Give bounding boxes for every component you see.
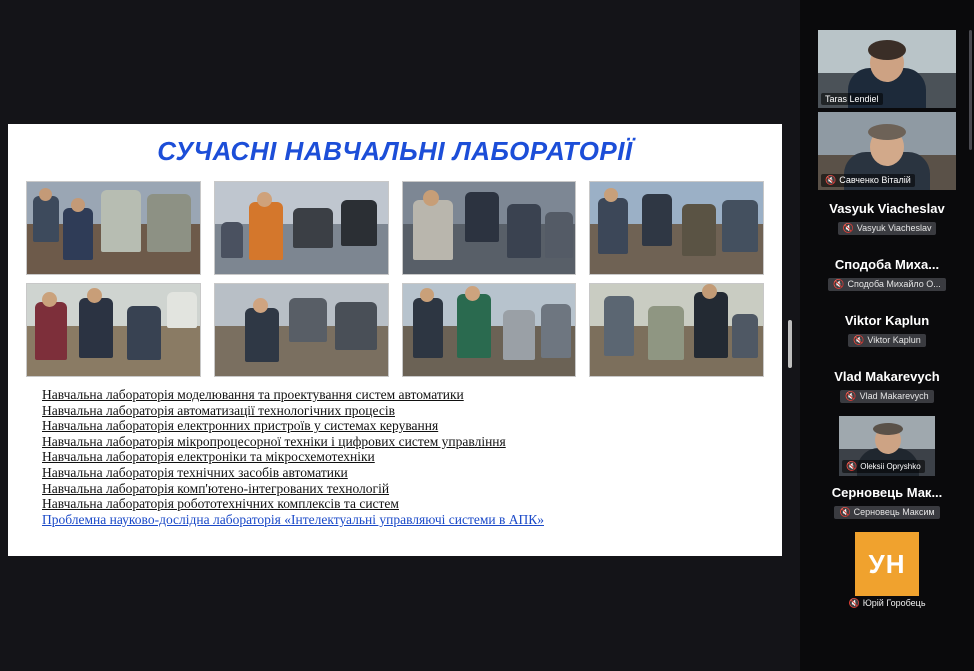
lab-list-item[interactable]: Навчальна лабораторія автоматизації технологічних процесів (42, 402, 395, 418)
participant-name-chip (821, 93, 883, 105)
participant-chip-name: Viktor Kaplun (867, 335, 921, 345)
lab-list-item[interactable]: Навчальна лабораторія електронних пристроїв у системах керування (42, 418, 439, 434)
participant-row[interactable] (800, 246, 974, 302)
participant-name-chip (842, 460, 925, 473)
lab-list-item[interactable]: Навчальна лабораторія моделювання та проектування систем автоматики (42, 387, 464, 402)
lab-list-item[interactable]: Навчальна лабораторія мікропроцесорної техніки і цифрових систем управління (42, 433, 506, 449)
avatar-initials: УН (868, 548, 906, 579)
shared-screen-scrollbar[interactable] (788, 320, 792, 368)
mic-muted-icon: 🔇 (846, 461, 858, 471)
participant-name-chip (834, 506, 939, 519)
participant-tile-video[interactable] (818, 30, 956, 108)
participant-row[interactable] (800, 476, 974, 528)
participant-name: Oleksii Opryshko (860, 462, 921, 471)
mic-muted-icon: 🔇 (848, 598, 860, 608)
participant-row[interactable] (800, 190, 974, 246)
participant-chip-name: Серновець Максим (853, 507, 935, 517)
participants-scrollbar[interactable] (969, 30, 972, 150)
slide-photo (589, 181, 764, 275)
participant-name: Vlad Makarevych (834, 369, 940, 384)
lab-list-item[interactable]: Навчальна лабораторія технічних засобів автоматики (42, 464, 348, 480)
participant-name: Серновець Мак... (831, 485, 943, 500)
participants-panel (800, 0, 974, 671)
mic-muted-icon: 🔇 (845, 391, 857, 401)
participant-name-chip (848, 334, 926, 347)
lab-list-item[interactable]: Навчальна лабораторія робототехнічних комплексів та систем (42, 496, 399, 512)
mic-muted-icon: 🔇 (825, 175, 837, 185)
participant-avatar-initials[interactable] (855, 532, 919, 596)
participant-name: Савченко Віталій (839, 175, 911, 185)
mic-muted-icon: 🔇 (853, 335, 865, 345)
slide-photo (26, 283, 201, 377)
participant-chip-name: Vlad Makarevych (859, 391, 929, 401)
participant-name-chip (800, 598, 974, 609)
slide-photo (402, 181, 577, 275)
participant-chip-name: Сподоба Михайло О... (847, 279, 941, 289)
slide-photo-grid (26, 181, 764, 377)
mic-muted-icon: 🔇 (833, 279, 845, 289)
participant-row[interactable] (800, 302, 974, 358)
lab-list (42, 387, 782, 527)
slide-photo (402, 283, 577, 377)
slide-title: СУЧАСНІ НАВЧАЛЬНІ ЛАБОРАТОРІЇ (157, 136, 633, 166)
participant-name: Viktor Kaplun (844, 313, 930, 328)
participant-chip-name: Vasyuk Viacheslav (856, 223, 932, 233)
participant-name: Юрій Горобець (862, 598, 926, 608)
participant-name-chip (821, 174, 915, 187)
participant-tile-video[interactable] (818, 112, 956, 190)
slide-photo (26, 181, 201, 275)
lab-list-item[interactable]: Навчальна лабораторія комп'ютено-інтегрованих технологій (42, 480, 390, 496)
lab-list-item[interactable]: Навчальна лабораторія електроніки та мікросхемотехніки (42, 449, 375, 465)
slide-photo (214, 283, 389, 377)
participant-name-chip (828, 278, 945, 291)
slide-photo (589, 283, 764, 377)
lab-list-item-highlighted[interactable]: Проблемна науково-дослідна лабораторія «Інтелектуальні управляючі системи в АПК» (42, 511, 544, 527)
participant-name: Vasyuk Viacheslav (829, 201, 945, 216)
participant-tile-video[interactable] (839, 416, 935, 476)
participant-row[interactable] (800, 358, 974, 414)
participant-name-chip (840, 390, 933, 403)
participant-name: Taras Lendiel (825, 94, 879, 104)
mic-muted-icon: 🔇 (839, 507, 851, 517)
mic-muted-icon: 🔇 (842, 223, 854, 233)
presentation-slide[interactable] (8, 124, 782, 556)
participant-name: Сподоба Миха... (834, 257, 940, 272)
participant-name-chip (838, 222, 937, 235)
slide-photo (214, 181, 389, 275)
